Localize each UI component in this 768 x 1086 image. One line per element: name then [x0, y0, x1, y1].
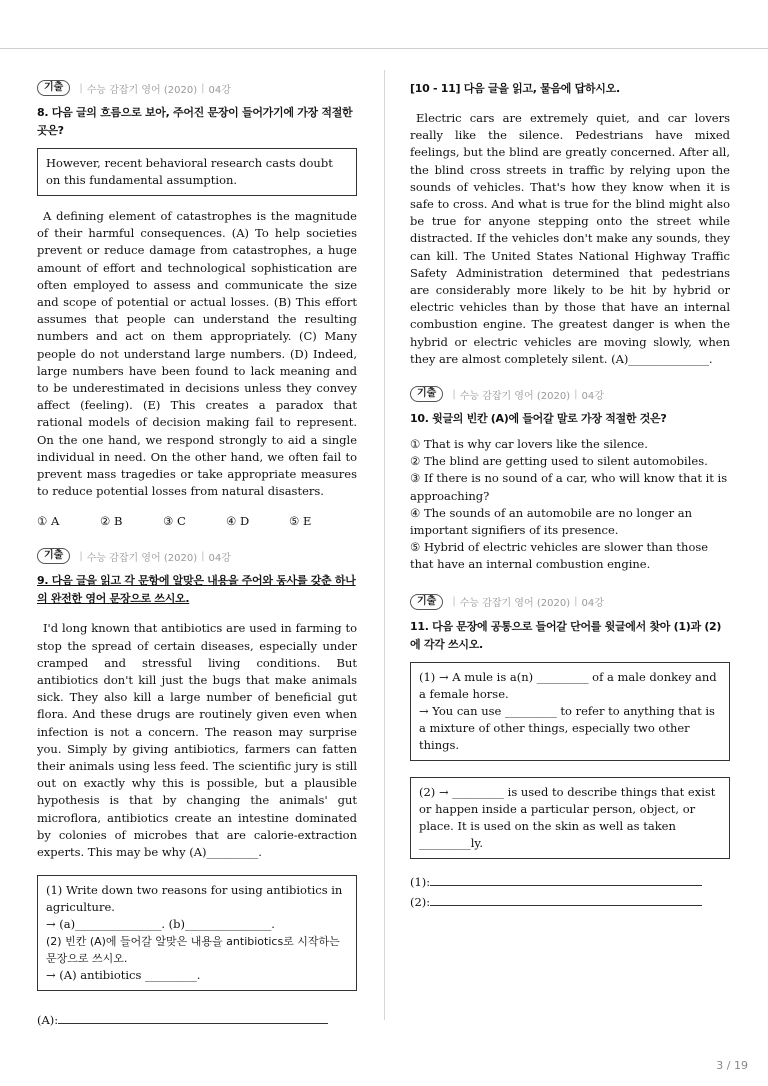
right-column: [410, 80, 730, 909]
q8-passage: [37, 208, 357, 500]
q10-choice-4[interactable]: ④ The sounds of an automobile are no longer an important signifiers of its presence.: [410, 505, 693, 538]
q9-sub1-answer: → (a)_______________. (b)_______________.: [46, 917, 275, 932]
q10-choice-3[interactable]: ③ If there is no sound of a car, who will know that it is approaching?: [410, 471, 728, 503]
q10-choice-5[interactable]: ⑤ Hybrid of electric vehicles are slower than those that have an internal combustion engine.: [410, 540, 709, 572]
q8-tagline: 기출 | 수능 감잡기 영어 (2020) | 04강: [37, 80, 357, 96]
q9-sub1: (1) Write down two reasons for using antibiotics in agriculture.: [46, 883, 343, 915]
q9-passage-text: I'd long known that antibiotics are used in farming to stop the spread of certain diseases, especially under cramped and stressful living conditions. But antibiotics don't kill just the bugs that make animals sick. They also kill a large number of beneficial gut flora. And these drugs are routinely given even when infection is not a concern. The reason may surprise you. Simply by giving antibiotics, farmers can fatten their animals using less feed. The scientific jury is still out on exactly why this is possible, but a plausible hypothesis is that by changing the animals' gut microflora, antibiotics create an intestine dominated by colonies of microbes that are calorie-extraction experts. This may be why (A)_________.: [37, 621, 357, 860]
q11-answer-2-blank[interactable]: [430, 893, 702, 906]
q10-choices: [410, 436, 730, 574]
q11-box-1: [410, 662, 730, 761]
q8-given-sentence-box: [37, 148, 357, 196]
q10-11-header: [10 - 11] 다음 글을 읽고, 물음에 답하시오.: [410, 82, 620, 95]
q11-answer-2: [410, 893, 730, 909]
q8-given-sentence: However, recent behavioral research casts doubt on this fundamental assumption.: [46, 156, 333, 187]
left-column: [37, 80, 357, 1027]
q8-passage-text: A defining element of catastrophes is the magnitude of their harmful consequences. (A) To help societies prevent or reduce damage from catastrophes, a huge amount of effort and technological sophistication are often employed to assess and communicate the size and scope of potential or actual losses. (B) This effort assumes that people can understand the resulting numbers and act on them appropriately. (C) Many people do not understand large numbers. (D) Indeed, large numbers have been found to lack meaning and to be underestimated in decisions unless they convey affect (feeling). (E) This creates a paradox that rational models of decision making fail to represent. On the one hand, we respond strongly to aid a single individual in need. On the other hand, we often fail to prevent mass tragedies or take appropriate measures to reduce potential losses from natural disasters.: [37, 209, 357, 499]
q8-choice-4[interactable]: ④ D: [226, 514, 250, 529]
q9-unit: 04강: [208, 552, 231, 564]
q11-source: 수능 감잡기 영어 (2020): [459, 598, 571, 610]
q11-unit: 04강: [581, 598, 604, 610]
q11-answer-1: [410, 873, 730, 889]
q10-tag-badge: 기출: [410, 386, 443, 402]
q8-title: 8. 다음 글의 흐름으로 보아, 주어진 문장이 들어가기에 가장 적절한 곳은?: [37, 106, 353, 137]
q8-choice-2[interactable]: ② B: [100, 514, 123, 529]
q9-answer-label: (A):: [37, 1013, 59, 1028]
q10-choice-2[interactable]: ② The blind are getting used to silent automobiles.: [410, 454, 708, 469]
q11-box-2: [410, 777, 730, 859]
q9-tagline: 기출 | 수능 감잡기 영어 (2020) | 04강: [37, 548, 357, 564]
q9-source: 수능 감잡기 영어 (2020): [86, 552, 198, 564]
q10-tagline: 기출 | 수능 감잡기 영어 (2020) | 04강: [410, 386, 730, 402]
page-number: 3 / 19: [716, 1059, 748, 1072]
q11-title: 11. 다음 문장에 공통으로 들어갈 단어를 윗글에서 찾아 (1)과 (2)에 각각 쓰시오.: [410, 619, 722, 651]
q8-choices: [37, 514, 357, 528]
q11-answer-1-label: (1):: [410, 874, 431, 889]
q9-passage: [37, 620, 357, 861]
q11-box1-line-a: (1) → A mule is a(n) _________ of a male donkey and a female horse.: [419, 669, 717, 701]
q8-source: 수능 감잡기 영어 (2020): [86, 84, 198, 96]
q9-tag-badge: 기출: [37, 548, 70, 564]
q8-choice-5[interactable]: ⑤ E: [289, 514, 312, 529]
q9-sub2: (2) 빈칸 (A)에 들어갈 알맞은 내용을 antibiotics로 시작하는 문장으로 쓰시오.: [46, 935, 340, 966]
shared-passage-text: Electric cars are extremely quiet, and car lovers really like the silence. Pedestrians have mixed feelings, but the blind are greatly concerned. After all, the blind cross streets in traffic by relying upon the sounds of vehicles. That's how they know when it is safe to cross. And what is true for the blind might also be true for anyone stepping onto the street while distracted. If the vehicles don't make any sounds, they can kill. The United States National Highway Traffic Safety Administration determined that pedestrians are considerably more likely to be hit by hybrid or electric vehicles than by those that have an internal combustion engine. The greatest danger is when the hybrid or electric vehicles are moving slowly, when they are almost completely silent. (A)______________.: [410, 111, 730, 366]
header-rule: [0, 48, 768, 49]
q9-question-box: [37, 875, 357, 991]
column-divider: [384, 70, 385, 1020]
q11-answer-1-blank[interactable]: [430, 873, 702, 886]
q9-title: 9. 다음 글을 읽고 각 문항에 알맞은 내용을 주어와 동사를 갖춘 하나의 완전한 영어 문장으로 쓰시오.: [37, 574, 356, 606]
q11-box1-line-b: → You can use _________ to refer to anything that is a mixture of other things, especially two other things.: [419, 703, 715, 752]
q11-tagline: 기출 | 수능 감잡기 영어 (2020) | 04강: [410, 594, 730, 610]
q10-source: 수능 감잡기 영어 (2020): [459, 390, 571, 402]
q9-sub2-answer: → (A) antibiotics _________.: [46, 968, 201, 983]
q9-answer-line: [37, 1011, 357, 1027]
q9-answer-blank[interactable]: [58, 1011, 328, 1024]
q10-choice-1[interactable]: ① That is why car lovers like the silence.: [410, 437, 648, 452]
q8-tag-badge: 기출: [37, 80, 70, 96]
q10-title: 10. 윗글의 빈칸 (A)에 들어갈 말로 가장 적절한 것은?: [410, 412, 667, 426]
q8-choice-3[interactable]: ③ C: [163, 514, 186, 529]
q11-answer-2-label: (2):: [410, 894, 431, 909]
q8-unit: 04강: [208, 84, 231, 96]
shared-passage: [410, 110, 730, 368]
q11-box2-line: (2) → _________ is used to describe things that exist or happen inside a particular person, object, or place. It is used on the skin as well as taken _________ly.: [419, 784, 716, 850]
q8-choice-1[interactable]: ① A: [37, 514, 60, 529]
q11-tag-badge: 기출: [410, 594, 443, 610]
q10-unit: 04강: [581, 390, 604, 402]
